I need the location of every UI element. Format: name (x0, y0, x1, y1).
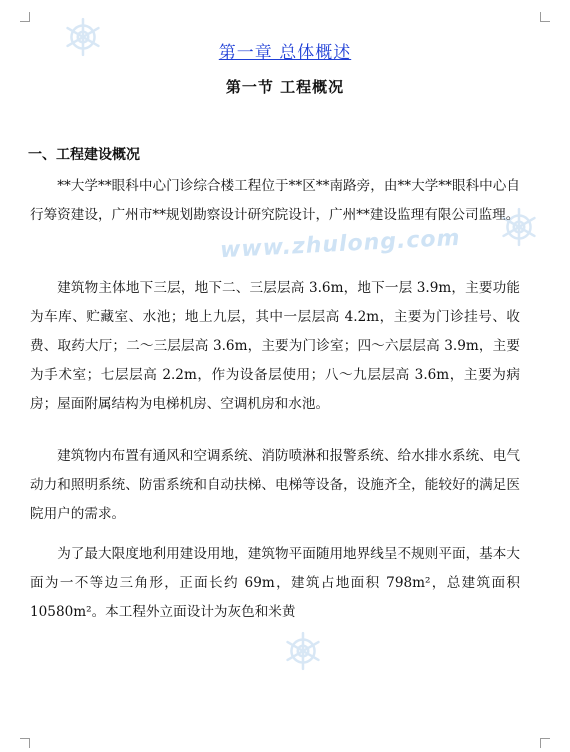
watermark-text: www.zhulong.com (219, 225, 462, 264)
margin-corner-top-left (20, 12, 30, 22)
paragraph: 为了最大限度地利用建设用地，建筑物平面随用地界线呈不规则平面，基本大面为一不等边三角形，正面长约 69m，建筑占地面积 798m²，总建筑面积 10580m²。本工程外立面设计为灰色和米黄 (30, 546, 520, 620)
section-title: 第一节 工程概况 (225, 78, 345, 96)
margin-corner-bottom-right (540, 738, 550, 748)
paragraph: 建筑物主体地下三层，地下二、三层层高 3.6m，地下一层 3.9m，主要功能为车库、贮藏室、水池；地上九层，其中一层层高 4.2m，主要为门诊挂号、收费、取药大厅；二～三层层高 3.6m，主要为门诊室；四～六层层高 3.9m，主要为手术室；七层层高 2.2m，作为设备层使用；八～九层层高 3.6m，主要为病房；屋面附属结构为电梯机房、空调机房和水池。 (30, 280, 520, 412)
margin-corner-top-right (540, 12, 550, 22)
chapter-title[interactable]: 第一章 总体概述 (218, 43, 352, 63)
paragraph: **大学**眼科中心门诊综合楼工程位于**区**南路旁，由**大学**眼科中心自行筹资建设，广州市**规划勘察设计研究院设计，广州**建设监理有限公司监理。 (30, 178, 520, 223)
margin-corner-bottom-left (20, 738, 30, 748)
subsection-heading: 一、工程建设概况 (28, 147, 140, 163)
paragraph: 建筑物内布置有通风和空调系统、消防喷淋和报警系统、给水排水系统、电气动力和照明系统、防雷系统和自动扶梯、电梯等设备，设施齐全，能较好的满足医院用户的需求。 (30, 448, 520, 522)
snowflake-icon (282, 630, 324, 672)
